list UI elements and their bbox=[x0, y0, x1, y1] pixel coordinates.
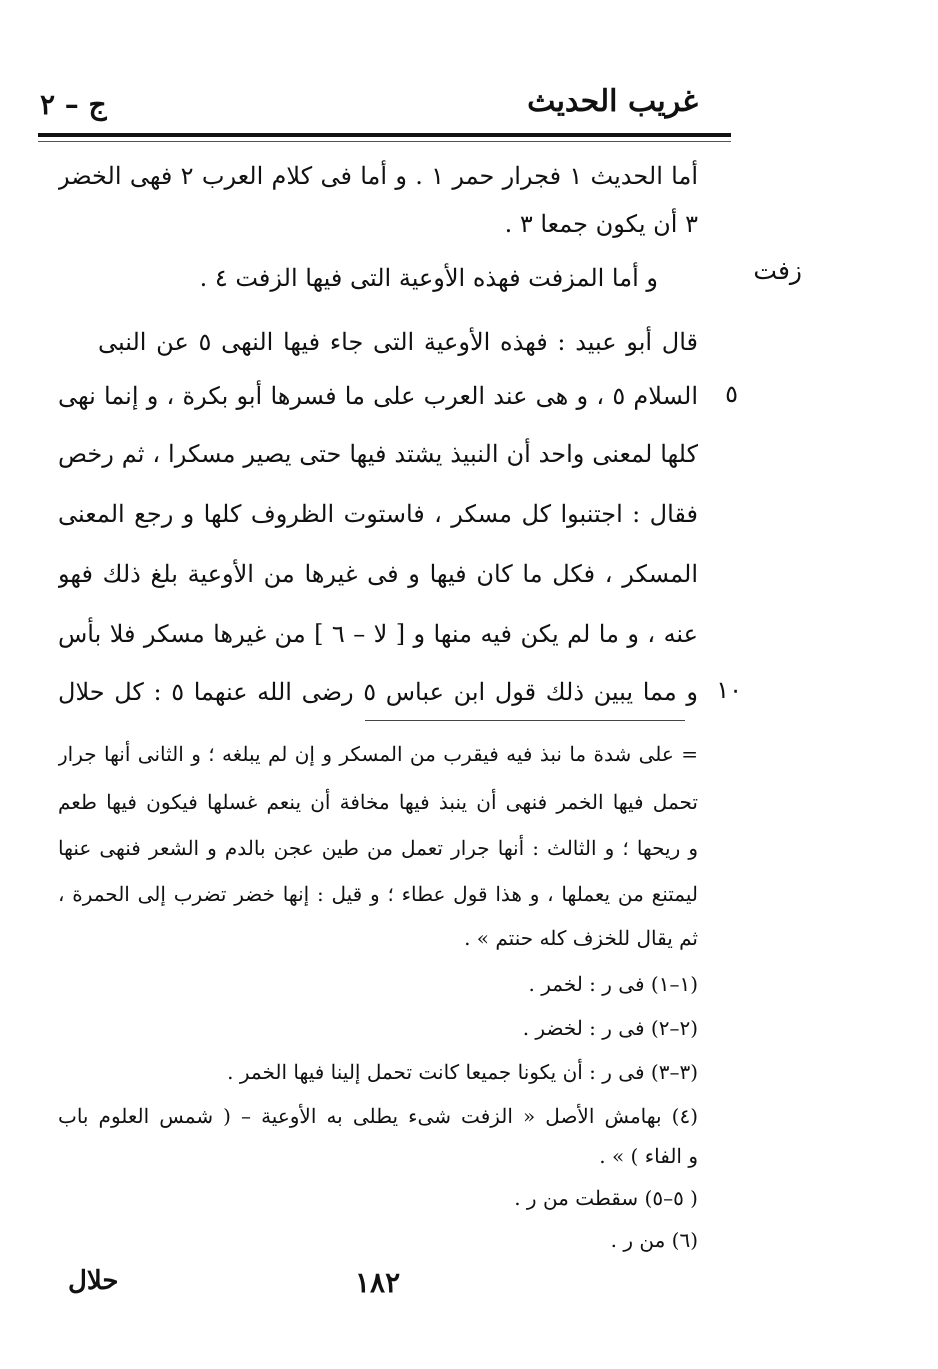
footnote-entry: (٤) بهامش الأصل « الزفت شىء يطلى به الأوعية – ( شمس العلوم باب bbox=[58, 1104, 698, 1128]
header-rule bbox=[38, 133, 731, 137]
footnote-entry: ( ٥–٥) سقطت من ر . bbox=[514, 1186, 698, 1210]
footnote-entry: (٦) من ر . bbox=[610, 1228, 698, 1252]
body-line: كلها لمعنى واحد أن النبيذ يشتد فيها حتى يصير مسكرا ، ثم رخص bbox=[58, 440, 698, 468]
body-line: ٣ أن يكون جمعا ٣ . bbox=[504, 210, 698, 238]
footnote-entry: (١–١) فى ر : لخمر . bbox=[528, 972, 698, 996]
volume-label: ج – ٢ bbox=[40, 88, 107, 121]
running-title: غريب الحديث bbox=[527, 84, 698, 119]
body-line: المسكر ، فكل ما كان فيها و فى غيرها من الأوعية بلغ ذلك فهو bbox=[58, 560, 698, 588]
body-line: السلام ٥ ، و هى عند العرب على ما فسرها أبو بكرة ، و إنما نهى bbox=[58, 382, 698, 410]
body-line: أما الحديث ١ فجرار حمر ١ . و أما فى كلام العرب ٢ فهى الخضر bbox=[58, 162, 698, 190]
footnote-line: = على شدة ما نبذ فيه فيقرب من المسكر و إن لم يبلغه ؛ و الثانى أنها جرار bbox=[58, 742, 698, 766]
footnote-line: و ريحها ؛ و الثالث : أنها جرار تعمل من طين عجن بالدم و الشعر فنهى عنها bbox=[58, 836, 698, 860]
page-number: ١٨٢ bbox=[355, 1266, 401, 1299]
body-line: فقال : اجتنبوا كل مسكر ، فاستوت الظروف كلها و رجع المعنى bbox=[58, 500, 698, 528]
body-line: و مما يبين ذلك قول ابن عباس ٥ رضى الله عنهما ٥ : كل حلال bbox=[58, 678, 698, 706]
footnote-entry: (٣–٣) فى ر : أن يكونا جميعا كانت تحمل إلينا فيها الخمر . bbox=[227, 1060, 698, 1084]
footnote-line: ثم يقال للخزف كله حنتم » . bbox=[464, 926, 698, 950]
body-line: قال أبو عبيد : فهذه الأوعية التى جاء فيها النهى ٥ عن النبى bbox=[98, 328, 698, 356]
body-line: و أما المزفت فهذه الأوعية التى فيها الزفت ٤ . bbox=[199, 264, 658, 292]
footnote-entry: و الفاء ) » . bbox=[599, 1144, 698, 1168]
footnote-separator bbox=[365, 720, 685, 721]
header-rule-thin bbox=[38, 141, 731, 142]
footnote-line: تحمل فيها الخمر فنهى أن ينبذ فيها مخافة أن ينعم غسلها فيكون فيها طعم bbox=[58, 790, 698, 814]
margin-keyword: زفت bbox=[753, 256, 802, 285]
footnote-line: ليمتنع من يعملها ، و هذا قول عطاء ؛ و قيل : إنها خضر تضرب إلى الحمرة ، bbox=[58, 882, 698, 906]
catchword: حلال bbox=[68, 1266, 119, 1296]
margin-line-number-5: ٥ bbox=[725, 380, 738, 408]
body-line: عنه ، و ما لم يكن فيه منها و [ لا – ٦ ] من غيرها مسكر فلا بأس bbox=[58, 620, 698, 648]
margin-line-number-10: ١٠ bbox=[716, 676, 742, 704]
footnote-entry: (٢–٢) فى ر : لخضر . bbox=[522, 1016, 698, 1040]
